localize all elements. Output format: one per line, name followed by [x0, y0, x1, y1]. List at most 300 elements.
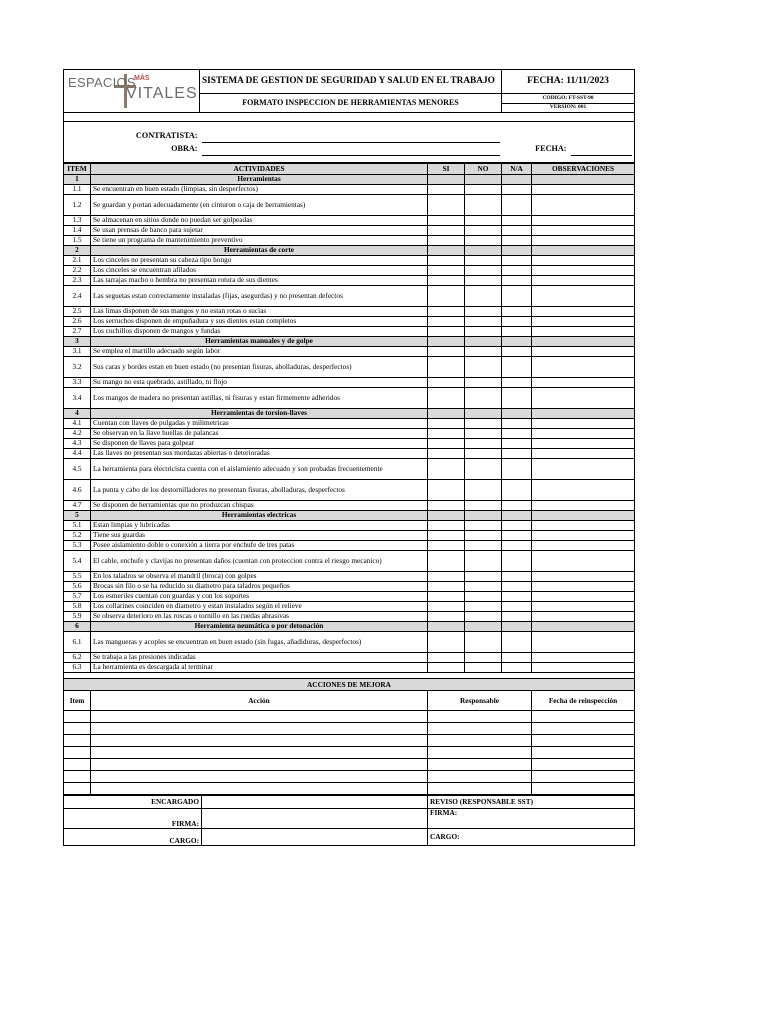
observaciones-cell[interactable] [532, 418, 635, 428]
check-si-cell[interactable] [428, 275, 465, 285]
observaciones-cell[interactable] [532, 225, 635, 235]
item-number: 1.4 [64, 225, 91, 235]
item-number: 5.9 [64, 611, 91, 621]
mejora-accion-cell[interactable] [91, 747, 428, 759]
col-si: SI [428, 163, 465, 174]
observaciones-cell[interactable] [532, 601, 635, 611]
check-si-cell[interactable] [428, 591, 465, 601]
check-no-cell[interactable] [465, 255, 502, 265]
observaciones-cell[interactable] [532, 316, 635, 326]
observaciones-cell[interactable] [532, 571, 635, 581]
checklist-row [64, 591, 635, 601]
mejora-item-cell[interactable] [64, 711, 91, 723]
col-actividades: ACTIVIDADES [91, 163, 428, 174]
fecha-label: FECHA: [535, 144, 567, 154]
check-si-cell[interactable] [428, 611, 465, 621]
form-code: CODIGO; FT-SST-90 [502, 94, 635, 104]
section-title: Herramientas electricas [91, 510, 428, 520]
check-no-cell[interactable] [465, 479, 502, 500]
checklist-row [64, 194, 635, 215]
observaciones-cell[interactable] [532, 458, 635, 479]
check-si-cell[interactable] [428, 356, 465, 377]
observaciones-cell[interactable] [532, 550, 635, 571]
cargo-left-label: CARGO: [64, 829, 202, 846]
check-si-cell[interactable] [428, 418, 465, 428]
checklist-row [64, 458, 635, 479]
mejora-item-cell[interactable] [64, 723, 91, 735]
checklist-row [64, 530, 635, 540]
cargo-right-label: CARGO: [428, 829, 466, 846]
observaciones-cell[interactable] [532, 306, 635, 316]
check-na-cell[interactable] [502, 520, 532, 530]
check-na-cell[interactable] [502, 601, 532, 611]
observaciones-cell[interactable] [532, 448, 635, 458]
checklist-row [64, 652, 635, 662]
item-number: 3.4 [64, 387, 91, 408]
contratista-field[interactable] [202, 130, 500, 143]
check-si-cell[interactable] [428, 377, 465, 387]
item-number: 6.3 [64, 662, 91, 672]
item-activity: Las limas disponen de sus mangos y no estan rotas o sucias [91, 306, 428, 316]
item-activity: Se trabaja a las presiones indicadas [91, 652, 428, 662]
header-date: FECHA: 11/11/2023 [502, 70, 635, 94]
check-no-cell[interactable] [465, 387, 502, 408]
section-number: 3 [64, 336, 91, 346]
observaciones-cell[interactable] [532, 265, 635, 275]
check-si-cell[interactable] [428, 184, 465, 194]
check-na-cell[interactable] [502, 326, 532, 336]
mejora-responsable-cell[interactable] [428, 747, 532, 759]
observaciones-cell[interactable] [532, 194, 635, 215]
mejora-item-cell[interactable] [64, 771, 91, 783]
check-no-cell[interactable] [465, 571, 502, 581]
item-number: 4.7 [64, 500, 91, 510]
col-item: ITEM [64, 163, 91, 174]
observaciones-cell[interactable] [532, 255, 635, 265]
item-activity: Se observan en la llave huellas de palancas [91, 428, 428, 438]
item-activity: Se almacenan en sitios donde no puedan ser golpeadas [91, 215, 428, 225]
item-number: 5.2 [64, 530, 91, 540]
check-no-cell[interactable] [465, 458, 502, 479]
item-number: 5.3 [64, 540, 91, 550]
checklist-row [64, 235, 635, 245]
encargado-field[interactable] [202, 796, 428, 809]
item-activity: Los cuchillos disponen de mangos y fundas [91, 326, 428, 336]
check-si-cell[interactable] [428, 581, 465, 591]
check-na-cell[interactable] [502, 652, 532, 662]
section-header-row [64, 174, 635, 184]
observaciones-cell[interactable] [532, 377, 635, 387]
check-no-cell[interactable] [465, 530, 502, 540]
obra-field[interactable] [202, 143, 500, 156]
check-na-cell[interactable] [502, 285, 532, 306]
item-activity: La punta y cabo de los destornilladores no presentan fisuras, abolladuras, desperfectos [91, 479, 428, 500]
item-number: 2.4 [64, 285, 91, 306]
check-no-cell[interactable] [465, 631, 502, 652]
item-number: 2.6 [64, 316, 91, 326]
observaciones-cell[interactable] [532, 184, 635, 194]
check-no-cell[interactable] [465, 194, 502, 215]
check-si-cell[interactable] [428, 571, 465, 581]
check-na-cell[interactable] [502, 662, 532, 672]
obra-label: OBRA: [64, 143, 200, 156]
mejora-accion-cell[interactable] [91, 723, 428, 735]
col-no: NO [465, 163, 502, 174]
encargado-label: ENCARGADO [64, 796, 202, 809]
check-no-cell[interactable] [465, 428, 502, 438]
mejora-row [64, 747, 635, 759]
check-no-cell[interactable] [465, 275, 502, 285]
check-no-cell[interactable] [465, 500, 502, 510]
mejora-responsable-cell[interactable] [428, 723, 532, 735]
item-activity: Las seguetas estan correctamente instaladas (fijas, asegurdas) y no presentan defectos [91, 285, 428, 306]
check-na-cell[interactable] [502, 550, 532, 571]
checklist-row [64, 225, 635, 235]
check-na-cell[interactable] [502, 438, 532, 448]
mejora-table [63, 673, 635, 796]
check-si-cell[interactable] [428, 215, 465, 225]
checklist-row [64, 275, 635, 285]
item-number: 3.2 [64, 356, 91, 377]
observaciones-cell[interactable] [532, 387, 635, 408]
signature-block [63, 795, 635, 846]
observaciones-cell[interactable] [532, 581, 635, 591]
check-na-cell[interactable] [502, 387, 532, 408]
checklist-row [64, 662, 635, 672]
check-na-cell[interactable] [502, 571, 532, 581]
check-si-cell[interactable] [428, 316, 465, 326]
form-header [63, 69, 635, 122]
check-na-cell[interactable] [502, 530, 532, 540]
firma-left-field[interactable] [202, 809, 428, 829]
item-number: 3.1 [64, 346, 91, 356]
item-number: 2.1 [64, 255, 91, 265]
check-na-cell[interactable] [502, 418, 532, 428]
item-number: 1.5 [64, 235, 91, 245]
check-si-cell[interactable] [428, 540, 465, 550]
item-activity: La herramienta para electricista cuenta con el aislamiento adecuado y son probadas frecuentemente [91, 458, 428, 479]
check-si-cell[interactable] [428, 601, 465, 611]
section-header-row [64, 621, 635, 631]
checklist-row [64, 316, 635, 326]
observaciones-cell[interactable] [532, 479, 635, 500]
mejora-col-responsable: Responsable [428, 691, 532, 711]
checklist-row [64, 418, 635, 428]
checklist-row [64, 479, 635, 500]
col-observaciones: OBSERVACIONES [532, 163, 635, 174]
observaciones-cell[interactable] [532, 285, 635, 306]
check-si-cell[interactable] [428, 520, 465, 530]
check-si-cell[interactable] [428, 438, 465, 448]
check-si-cell[interactable] [428, 448, 465, 458]
item-activity: Cuentan con llaves de pulgadas y milimetricas [91, 418, 428, 428]
check-na-cell[interactable] [502, 235, 532, 245]
item-number: 6.1 [64, 631, 91, 652]
check-na-cell[interactable] [502, 591, 532, 601]
cargo-left-field[interactable] [202, 829, 428, 846]
mejora-accion-cell[interactable] [91, 711, 428, 723]
mejora-responsable-cell[interactable] [428, 783, 532, 795]
item-number: 4.4 [64, 448, 91, 458]
check-na-cell[interactable] [502, 346, 532, 356]
observaciones-cell[interactable] [532, 438, 635, 448]
observaciones-cell[interactable] [532, 346, 635, 356]
mejora-fecha-cell[interactable] [532, 711, 635, 723]
item-activity: Se guardan y portan adecuadamente (en cinturon o caja de herramientas) [91, 194, 428, 215]
section-title: Herramientas manuales y de golpe [91, 336, 428, 346]
mejora-row [64, 711, 635, 723]
check-si-cell[interactable] [428, 265, 465, 275]
checklist-row [64, 581, 635, 591]
check-na-cell[interactable] [502, 377, 532, 387]
mejora-col-fecha: Fecha de reinspección [532, 691, 635, 711]
mejora-item-cell[interactable] [64, 735, 91, 747]
check-na-cell[interactable] [502, 448, 532, 458]
mejora-item-cell[interactable] [64, 747, 91, 759]
check-no-cell[interactable] [465, 346, 502, 356]
logo-word-mas: MÁS [134, 75, 150, 82]
checklist-row [64, 346, 635, 356]
check-si-cell[interactable] [428, 662, 465, 672]
check-no-cell[interactable] [465, 652, 502, 662]
check-si-cell[interactable] [428, 550, 465, 571]
check-na-cell[interactable] [502, 479, 532, 500]
check-no-cell[interactable] [465, 662, 502, 672]
check-no-cell[interactable] [465, 235, 502, 245]
mejora-fecha-cell[interactable] [532, 735, 635, 747]
reviso-label: REVISO (RESPONSABLE SST) [428, 796, 635, 809]
check-na-cell[interactable] [502, 194, 532, 215]
check-no-cell[interactable] [465, 601, 502, 611]
item-number: 6.2 [64, 652, 91, 662]
checklist-row [64, 306, 635, 316]
check-no-cell[interactable] [465, 611, 502, 621]
checklist-row [64, 631, 635, 652]
item-activity: Se encuentran en buen estado (limpias, sin desperfectos) [91, 184, 428, 194]
checklist-body [64, 174, 635, 672]
checklist-row [64, 377, 635, 387]
item-activity: Brocas sin filo o se ha reducido su diametro para taladros pequeños [91, 581, 428, 591]
item-activity: El cable, enchufe y clavijas no presentan daños (cuentan con proteccion contra el riesgo mecanico) [91, 550, 428, 571]
check-si-cell[interactable] [428, 235, 465, 245]
mejora-item-cell[interactable] [64, 783, 91, 795]
mejora-accion-cell[interactable] [91, 783, 428, 795]
item-activity: Las mangueras y acoples se encuentran en buen estado (sin fugas, añadiduras, desperfectos) [91, 631, 428, 652]
item-number: 5.1 [64, 520, 91, 530]
check-na-cell[interactable] [502, 275, 532, 285]
observaciones-cell[interactable] [532, 356, 635, 377]
cargo-right-field[interactable] [466, 829, 635, 846]
item-number: 4.5 [64, 458, 91, 479]
check-na-cell[interactable] [502, 500, 532, 510]
checklist-row [64, 215, 635, 225]
check-no-cell[interactable] [465, 520, 502, 530]
mejora-fecha-cell[interactable] [532, 723, 635, 735]
mejora-fecha-cell[interactable] [532, 759, 635, 771]
check-no-cell[interactable] [465, 540, 502, 550]
observaciones-cell[interactable] [532, 326, 635, 336]
check-no-cell[interactable] [465, 377, 502, 387]
check-si-cell[interactable] [428, 326, 465, 336]
check-na-cell[interactable] [502, 631, 532, 652]
item-activity: En los taladros se observa el mandril (broca) con golpes [91, 571, 428, 581]
item-activity: Las llaves no presentan sus mordazas abiertas o deterioradas [91, 448, 428, 458]
check-na-cell[interactable] [502, 184, 532, 194]
item-number: 3.3 [64, 377, 91, 387]
check-no-cell[interactable] [465, 581, 502, 591]
item-number: 1.3 [64, 215, 91, 225]
check-na-cell[interactable] [502, 306, 532, 316]
mejora-accion-cell[interactable] [91, 771, 428, 783]
observaciones-cell[interactable] [532, 652, 635, 662]
check-na-cell[interactable] [502, 458, 532, 479]
item-activity: Los esmeriles cuentan con guardas y con los soportes [91, 591, 428, 601]
mejora-fecha-cell[interactable] [532, 747, 635, 759]
section-header-row [64, 245, 635, 255]
check-si-cell[interactable] [428, 652, 465, 662]
check-si-cell[interactable] [428, 225, 465, 235]
mejora-responsable-cell[interactable] [428, 771, 532, 783]
check-no-cell[interactable] [465, 418, 502, 428]
section-header-row [64, 408, 635, 418]
check-na-cell[interactable] [502, 316, 532, 326]
firma-left-label: FIRMA: [64, 809, 202, 829]
item-activity: Los serruchos disponen de empuñadura y sus dientes estan completos [91, 316, 428, 326]
section-number: 6 [64, 621, 91, 631]
mejora-responsable-cell[interactable] [428, 759, 532, 771]
observaciones-cell[interactable] [532, 631, 635, 652]
firma-right-field[interactable] [466, 809, 635, 829]
check-si-cell[interactable] [428, 479, 465, 500]
check-no-cell[interactable] [465, 591, 502, 601]
checklist-row [64, 265, 635, 275]
check-si-cell[interactable] [428, 458, 465, 479]
mejora-item-cell[interactable] [64, 759, 91, 771]
check-na-cell[interactable] [502, 255, 532, 265]
observaciones-cell[interactable] [532, 530, 635, 540]
check-si-cell[interactable] [428, 194, 465, 215]
observaciones-cell[interactable] [532, 428, 635, 438]
check-si-cell[interactable] [428, 387, 465, 408]
check-no-cell[interactable] [465, 265, 502, 275]
system-title: SISTEMA DE GESTION DE SEGURIDAD Y SALUD EN EL TRABAJO [200, 70, 502, 94]
checklist-row [64, 387, 635, 408]
mejora-col-item: Item [64, 691, 91, 711]
check-na-cell[interactable] [502, 225, 532, 235]
check-no-cell[interactable] [465, 215, 502, 225]
item-number: 5.6 [64, 581, 91, 591]
check-si-cell[interactable] [428, 631, 465, 652]
check-no-cell[interactable] [465, 448, 502, 458]
check-si-cell[interactable] [428, 428, 465, 438]
check-no-cell[interactable] [465, 184, 502, 194]
check-na-cell[interactable] [502, 540, 532, 550]
item-number: 2.3 [64, 275, 91, 285]
observaciones-cell[interactable] [532, 520, 635, 530]
observaciones-cell[interactable] [532, 611, 635, 621]
section-title: Herramientas de corte [91, 245, 428, 255]
checklist-table [63, 163, 635, 673]
observaciones-cell[interactable] [532, 275, 635, 285]
observaciones-cell[interactable] [532, 591, 635, 601]
mejora-row [64, 771, 635, 783]
check-no-cell[interactable] [465, 326, 502, 336]
check-na-cell[interactable] [502, 356, 532, 377]
form-title: FORMATO INSPECCION DE HERRAMIENTAS MENORES [200, 94, 502, 113]
item-number: 4.2 [64, 428, 91, 438]
check-no-cell[interactable] [465, 285, 502, 306]
checklist-row [64, 428, 635, 438]
mejora-row [64, 783, 635, 795]
mejora-fecha-cell[interactable] [532, 783, 635, 795]
item-activity: Sus caras y bordes estan en buen estado (no presentan fisuras, abolladuras, desperfectos) [91, 356, 428, 377]
check-no-cell[interactable] [465, 438, 502, 448]
section-header-row [64, 510, 635, 520]
check-no-cell[interactable] [465, 225, 502, 235]
check-si-cell[interactable] [428, 346, 465, 356]
section-number: 2 [64, 245, 91, 255]
section-header-row [64, 336, 635, 346]
check-no-cell[interactable] [465, 316, 502, 326]
check-si-cell[interactable] [428, 500, 465, 510]
item-activity: Se observa deterioro en las roscas o tornillo en las ruedas abrasivas [91, 611, 428, 621]
observaciones-cell[interactable] [532, 540, 635, 550]
item-activity: Las tarrajas macho o hembra no presentan rotura de sus dientes [91, 275, 428, 285]
observaciones-cell[interactable] [532, 235, 635, 245]
checklist-row [64, 184, 635, 194]
logo-word-espacios: ESPACIOS [68, 75, 136, 90]
check-si-cell[interactable] [428, 285, 465, 306]
checklist-row [64, 500, 635, 510]
check-na-cell[interactable] [502, 581, 532, 591]
observaciones-cell[interactable] [532, 500, 635, 510]
check-no-cell[interactable] [465, 356, 502, 377]
item-number: 5.8 [64, 601, 91, 611]
checklist-row [64, 255, 635, 265]
check-na-cell[interactable] [502, 428, 532, 438]
item-activity: Tiene sus guardas [91, 530, 428, 540]
item-activity: Su mango no esta quebrado, astillado, ni flojo [91, 377, 428, 387]
item-number: 4.3 [64, 438, 91, 448]
observaciones-cell[interactable] [532, 662, 635, 672]
item-activity: Los cinceles se encuentran afilados [91, 265, 428, 275]
check-si-cell[interactable] [428, 306, 465, 316]
mejora-responsable-cell[interactable] [428, 735, 532, 747]
check-no-cell[interactable] [465, 306, 502, 316]
check-si-cell[interactable] [428, 530, 465, 540]
checklist-row [64, 550, 635, 571]
item-number: 2.5 [64, 306, 91, 316]
item-activity: Los mangos de madera no presentan astillas, ni fisuras y estan firmemente adheridos [91, 387, 428, 408]
section-number: 1 [64, 174, 91, 184]
item-number: 1.1 [64, 184, 91, 194]
mejora-fecha-cell[interactable] [532, 771, 635, 783]
mejora-responsable-cell[interactable] [428, 711, 532, 723]
observaciones-cell[interactable] [532, 215, 635, 225]
check-na-cell[interactable] [502, 265, 532, 275]
item-activity: Se disponen de herramientas que no produzcan chispas [91, 500, 428, 510]
check-na-cell[interactable] [502, 611, 532, 621]
mejora-row [64, 759, 635, 771]
check-na-cell[interactable] [502, 215, 532, 225]
fecha-field[interactable] [571, 143, 633, 156]
check-no-cell[interactable] [465, 550, 502, 571]
check-si-cell[interactable] [428, 255, 465, 265]
mejora-accion-cell[interactable] [91, 735, 428, 747]
item-activity: Se usan prensas de banco para sujetar [91, 225, 428, 235]
checklist-row [64, 571, 635, 581]
mejora-accion-cell[interactable] [91, 759, 428, 771]
